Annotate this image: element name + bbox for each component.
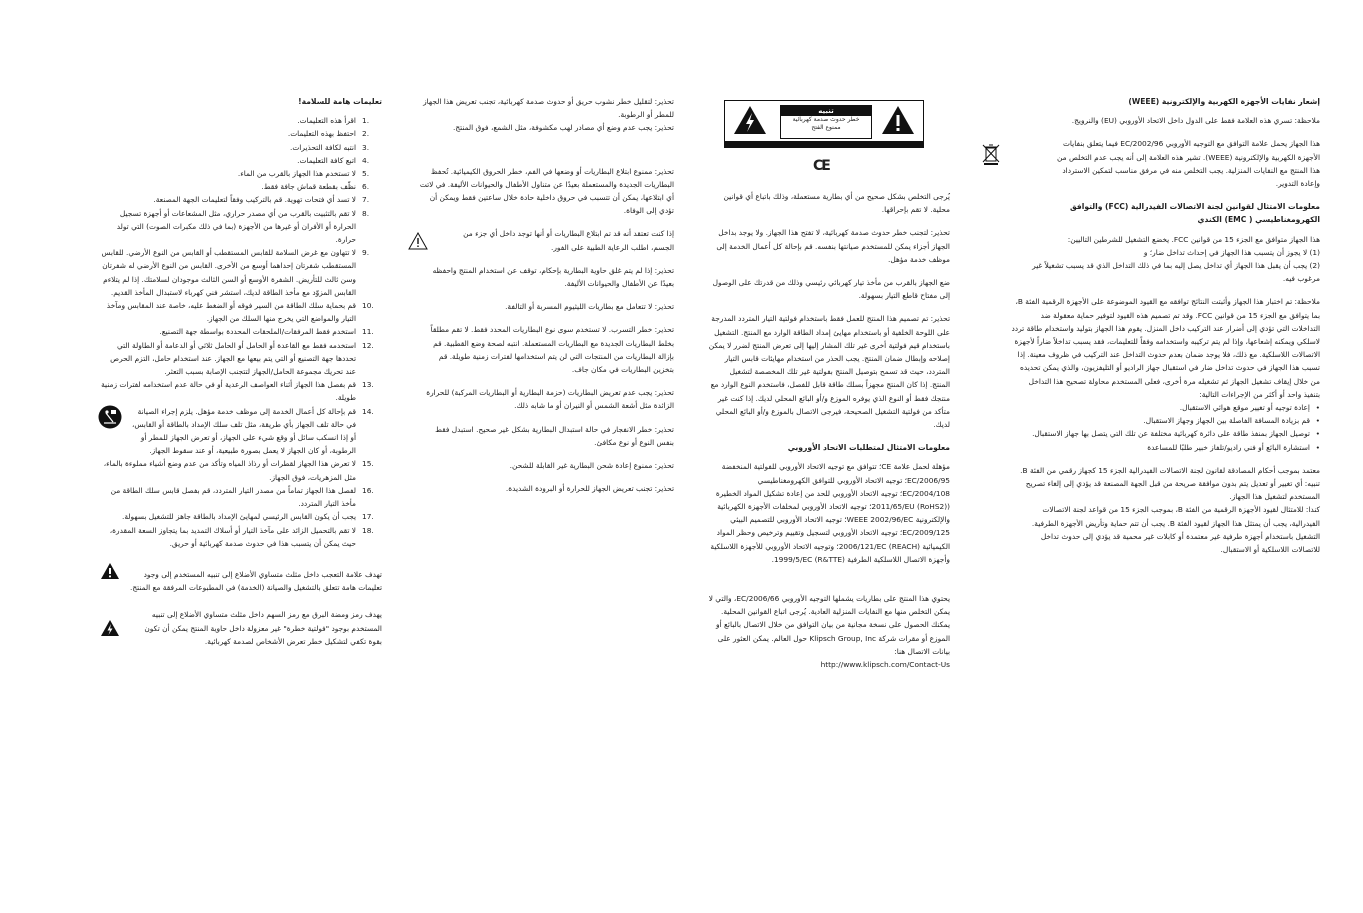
- disposal-eu-column: [708, 190, 950, 671]
- safety-item: 5. لا تستخدم هذا الجهاز بالقرب من الماء.: [237, 169, 370, 179]
- temperature-warning: تحذير: تجنب تعريض الجهاز للحرارة أو البرودة الشديدة.: [505, 484, 674, 494]
- compartment-warning: تحذير: إذا لم يتم غلق حاوية البطارية بإحكام، توقف عن استخدام المنتج واحفظه بعيدًا عن الأطفال والحيوانات الأليفة.: [432, 265, 674, 289]
- cart-tip-over-icon: [98, 405, 122, 429]
- safety-item: 13. قم بفصل هذا الجهاز أثناء العواصف الرعدية أو في حالة عدم استخدامه لفترات زمنية طويلة.: [101, 380, 374, 403]
- safety-item: 17. يجب أن يكون القابس الرئيسي لمهايئ الإمداد بالطاقة جاهز للتشغيل بسهولة.: [121, 512, 374, 522]
- battery-warnings-column: [418, 95, 674, 505]
- fcc-certified: معتمد بموجب أحكام المصادقة لقانون لجنة الاتصالات الفيدرالية الجزء 15 كجهاز رقمي من الفئة B.: [1020, 465, 1320, 475]
- battery-directive-text: يحتوي هذا المنتج على بطاريات يشملها التوجيه الأوروبي EC/2006/66، والتي لا يمكن التخلص منها مع النفايات المنزلية العادية. يُرجى اتباع القوانين المحلية. يمكنك الحصول على نسخة مجانية من بيان التوافق من خلال الاتصال بالبائع أو الموزع أو مقرات شركة Klipsch Group, Inc حول العالم. يمكن العثور على بيانات الاتصال هنا:: [708, 594, 950, 656]
- warning-title: تنبيه: [781, 106, 871, 116]
- crossed-bin-icon: [982, 143, 1000, 165]
- safety-item: 16. لفصل هذا الجهاز تماماً من مصدر التيار المتردد، قم بفصل قابس سلك الطاقة من مأخذ التيار المتردد.: [110, 485, 374, 509]
- exclamation-triangle-icon: [881, 105, 915, 135]
- safety-list: [100, 114, 382, 550]
- fcc-bullet: • استشارة البائع أو فني راديو/تلفاز خبير طلبًا للمساعدة: [1010, 441, 1320, 454]
- lightning-note: يهدف رمز ومضة البرق مع رمز السهم داخل مثلث متساوي الأضلاع إلى تنبيه المستخدم بوجود "فولتية خطرة" غير معزولة داخل حاوية المنتج يمكن أن تكون بقوة تكفي لتشكيل خطر تعرض الأشخاص لصدمة كهربائية.: [144, 610, 382, 646]
- fcc-bullet: • إعادة توجيه أو تغيير موقع هوائي الاستقبال.: [1010, 401, 1320, 414]
- safety-item: 1. اقرأ هذه التعليمات.: [297, 116, 370, 126]
- safety-item: 15. لا تعرض هذا الجهاز لقطرات أو رذاذ المياه وتأكد من عدم وضع أشياء مملوءة بالماء، مثل المزهريات، فوق الجهاز.: [103, 459, 374, 482]
- safety-item: 9. لا تتهاون مع غرض السلامة للقابس المستقطب أو القابس من النوع الأرضي. للقابس المستقطب شفرتان إحداهما أوسع من الأخرى. القابس من النوع الأرضي له شفرتان وسن ثالث للتأريض. الشفرة الأوسع أو السن الثالث موجودان لسلامتك. إذا لم يتلاءم القابس المزوّد مع مأخذ الطاقة لديك، استشر فني كهرباء لاستبدال المأخذ القديم.: [101, 248, 370, 297]
- fcc-caution: تنبيه: أي تغيير أو تعديل يتم بدون موافقة صريحة من قبل الجهة المصنعة قد يؤدي إلى إلغاء تصريح المستخدم لتشغيل هذا الجهاز.: [1025, 479, 1320, 502]
- fcc-note: ملاحظة: تم اختبار هذا الجهاز وأثبتت النتائج توافقه مع القيود الموضوعة على الأجهزة الرقمية الفئة B، بما يتوافق مع الجزء 15 من قوانين FCC. وقد تم تصميم هذه القيود لتوفير حماية معقولة ضد التداخلات التي تؤدي إلى أضرار عند التركيب داخل المنزل. يقوم هذا الجهاز بتوليد واستخدام طاقة تردد لاسلكي ويمكنه إشعاعها، وإذا لم يتم تركيبه واستخدامه وفقاً للتعليمات، فقد يسبب تداخلاً ضاراً لأجهزة الاتصالات اللاسلكية. مع ذلك، فلا يوجد ضمان بعدم حدوث التداخل عند التركيب في ظروف معينة. إذا تسبب هذا الجهاز في حدوث تداخل ضار في استقبال جهاز الراديو أو التليفزيون، والذي يمكن تحديده من خلال إيقاف تشغيل الجهاز ثم تشغيله مرة أخرى، فعلى المستخدم محاولة تصحيح هذا التداخل بتنفيذ واحد أو أكثر من الإجراءات التالية:: [1011, 297, 1320, 399]
- safety-item: 18. لا تقم بالتحميل الزائد على مآخذ التيار أو أسلاك التمديد بما يتجاوز السعة المقدرة، حيث يمكن أن يتسبب هذا في حدوث صدمة كهربائية أو حريق.: [109, 525, 374, 548]
- contact-url[interactable]: http://www.klipsch.com/Contact-Us: [820, 660, 950, 670]
- safety-item: 2. احتفظ بهذه التعليمات.: [287, 129, 370, 139]
- voltage-warning-text: تحذير: تم تصميم هذا المنتج للعمل فقط باستخدام فولتية التيار المتردد المدرجة على اللوحة الخلفية أو باستخدام مهايئ إمداد الطاقة الوارد مع المنتج. التشغيل باستخدام قيم فولتية أخرى غير تلك المشار إليها إلى تعرض المنتج لضرر لا يمكن إصلاحه وإبطال ضمان المنتج. يجب الحذر من استخدام مهايئات قابس التيار المتردد، حيث قد تسمح بتوصيل المنتج بفولتية غير تلك المخصصة لتشغيل المنتج. إذا كان المنتج مجهزاً بسلك طاقة قابل للفصل، فاستخدم النوع الوارد مع منتجك فقط أو النوع الذي يوفره الموزع و/أو البائع المحلي لديك. إذا كنت غير متأكد من فولتية التشغيل الصحيحة، فيرجى الاتصال بالموزع و/أو البائع المحلي لديك.: [708, 314, 950, 430]
- safety-item: 8. لا تقم بالتثبيت بالقرب من أي مصدر حراري، مثل المشعاعات أو أجهزة تسجيل الحرارة أو الأفران أو غيرها من الأجهزة (بما في ذلك مكبرات الصوت) التي تولد حرارة.: [116, 208, 370, 245]
- lithium-warning: تحذير: لا تتعامل مع بطاريات الليثيوم المسربة أو التالفة.: [505, 302, 674, 312]
- ingest-warning: تحذير: ممنوع ابتلاع البطاريات أو وضعها في الفم، خطر الحروق الكيميائية. تُحفظ البطاريات الجديدة والمستعملة بعيدًا عن متناول الأطفال والحيوانات الأليفة. في لاتت أي ابتلاعها، يمكن أن تتسبب في حروق داخلية حادة خلال ساعتين فقط ويمكن أن تؤدي إلى الوفاة.: [419, 166, 674, 216]
- warning-line-2: ممنوع الفتح: [811, 124, 841, 131]
- caution-triangle-icon: [408, 232, 428, 250]
- safety-title: تعليمات هامة للسلامة!: [298, 97, 382, 106]
- fcc-text-1: هذا الجهاز متوافق مع الجزء 15 من قوانين FCC. يخضع التشغيل للشرطين التاليين:: [1067, 234, 1320, 244]
- lightning-triangle-icon: [733, 105, 767, 135]
- explosion-warning: تحذير: خطر الانفجار في حالة استبدال البطارية بشكل غير صحيح. استبدل فقط بنفس النوع أو نوع مكافئ.: [435, 424, 674, 447]
- weee-text: هذا الجهاز يحمل علامة التوافق مع التوجيه الأوروبي EC/2002/96 فيما يتعلق بنفايات الأجهزة الكهربية والإلكترونية (WEEE). تشير هذه العلامة إلى أنه يجب عدم التخلص من هذا المنتج مع النفايات المنزلية. يجب التخلص منه في مرفق مناسب لتمكين الاسترداد وإعادة التدوير.: [1057, 139, 1320, 189]
- warning-label: [780, 105, 872, 139]
- fcc-text-3: (2) يجب أن يقبل هذا الجهاز أي تداخل يصل إليه بما في ذلك التداخل الذي قد يسبب تشغيلاً غير مرغوب فيه.: [1032, 261, 1320, 284]
- safety-item: 12. استخدمه فقط مع القاعدة أو الحامل أو الحامل ثلاثي أو الدعامة أو الطاولة التي تحددها جهة التصنيع أو التي يتم بيعها مع الجهاز. عند استخدام حامل، التزم الحرص عند تحريك مجموعة الحامل/الجهاز لتتجنب الإصابة بسبب التعثر.: [110, 340, 374, 377]
- exclamation-triangle-small-icon: [100, 562, 120, 580]
- weee-note: ملاحظة: تسري هذه العلامة فقط على الدول داخل الاتحاد الأوروبي (EU) والنرويج.: [1071, 116, 1320, 126]
- heat-warning: تحذير: يجب عدم تعريض البطاريات (حزمة البطارية أو البطاريات المركبة) للحرارة الزائدة مثل أشعة الشمس أو النيران أو ما شابه ذلك.: [426, 388, 674, 411]
- fcc-title: معلومات الامتثال لقوانين لجنة الاتصالات الفيدرالية (FCC) والتوافق الكهرومغناطيسي ( EMC) الكندي: [1069, 202, 1320, 225]
- warning-band: [725, 141, 923, 147]
- recharge-warning: تحذير: ممنوع إعادة شحن البطارية غير القابلة للشحن.: [509, 461, 674, 471]
- lightning-triangle-small-icon: [100, 619, 120, 637]
- shock-warning-box: [724, 100, 924, 148]
- flame-warning: تحذير: يجب عدم وضع أي مصادر لهب مكشوفة، مثل الشمع، فوق المنتج.: [453, 123, 674, 133]
- weee-fcc-column: [1010, 95, 1320, 566]
- safety-item: 3. انتبه لكافة التحذيرات.: [290, 142, 370, 152]
- shock-warning-text: تحذير: لتجنب خطر حدوث صدمة كهربائية، لا تفتح هذا الجهاز. ولا يوجد بداخل الجهاز أجزاء يمكن للمستخدم صيانتها بنفسه. قم بإحالة كل أعمال الخدمة إلى موظف خدمة مؤهل.: [716, 228, 950, 264]
- safety-item: 7. لا تسد أي فتحات تهوية. قم بالتركيب وفقاً لتعليمات الجهة المصنعة.: [153, 195, 370, 205]
- fcc-text-2: (1) لا يجوز أن يتسبب هذا الجهاز في إحداث تداخل ضار؛ و: [1143, 247, 1320, 257]
- fcc-bullet: • قم بزيادة المسافة الفاصلة بين الجهاز وجهاز الاستقبال.: [1010, 414, 1320, 427]
- warning-line-1: خطر حدوث صدمة كهربائية: [792, 116, 860, 123]
- fcc-bullet: • توصيل الجهاز بمنفذ طاقة على دائرة كهربائية مختلفة عن تلك التي يتصل بها جهاز الاستقبال.: [1010, 427, 1320, 440]
- eu-compliance-text: مؤهلة لحمل علامة CE؛ تتوافق مع توجيه الاتحاد الأوروبي للفولتية المنخفضة EC/2006/95؛ توجيه الاتحاد الأوروبي للتوافق الكهرومغناطيسي 2004/108/EC؛ توجيه الاتحاد الأوروبي للحد من إعادة تشكيل المواد الخطيرة ((RoHS2) 2011/65/EU؛ توجيه الاتحاد الأوروبي لمخلفات الأجهزة الكهربائية والإلكترونية WEEE 2002/96/EC؛ توجيه الاتحاد الأوروبي للتصميم البيئي EC/2009/125؛ توجيه الاتحاد الأوروبي لتسجيل وتقييم وترخيص وحظر المواد الكيميائية (REACH) 2006/121/EC؛ وتوجيه الاتحاد الأوروبي للأجهزة اللاسلكية وأجهزة الاتصال اللاسلكية الطرفية (R&TTE) 1999/5/EC.: [710, 462, 950, 564]
- weee-title: إشعار نفايات الأجهزة الكهربية والإلكترونية (WEEE): [1128, 97, 1320, 106]
- leak-warning: تحذير: خطر التسرب. لا تستخدم سوى نوع البطاريات المحدد فقط. لا تقم مطلقاً بخلط البطاريات الجديدة مع البطاريات المستعملة. انتبه لصحة وضع القطبية. قم بإزالة البطاريات من المنتجات التي لن يتم استخدامها لفترات زمنية طويلة. قم بتخزين البطاريات في مكان جاف.: [430, 325, 674, 375]
- eu-compliance-title: معلومات الامتثال لمتطلبات الاتحاد الأوروبي: [787, 443, 950, 453]
- safety-item: 4. اتبع كافة التعليمات.: [297, 155, 370, 165]
- safety-item: 6. نظّف بقطعة قماش جافة فقط.: [261, 182, 370, 192]
- safety-column: [100, 95, 382, 658]
- safety-item: 11. استخدم فقط المرفقات/الملحقات المحددة بواسطة جهة التصنيع.: [159, 327, 374, 337]
- safety-item: 10. قم بحماية سلك الطاقة من السير فوقه أو الضغط عليه، خاصة عند المقابس ومآخذ التيار والمواضع التي يخرج منها السلك من الجهاز.: [106, 301, 374, 324]
- rain-warning: تحذير: لتقليل خطر نشوب حريق أو حدوث صدمة كهربائية، تجنب تعريض هذا الجهاز للمطر أو الرطوبة.: [423, 97, 674, 120]
- safety-item: 14. قم بإحالة كل أعمال الخدمة إلى موظف خدمة مؤهل. يلزم إجراء الصيانة في حالة تلف الجهاز بأي طريقة، مثل تلف سلك الإمداد بالطاقة أو القابس، أو إذا انسكب سائل أو وقع شيء على الجهاز، أو تعرض الجهاز للمطر أو الرطوبة، أو كان الجهاز لا يعمل بصورة طبيعية، أو عند سقوط الجهاز.: [132, 406, 374, 456]
- battery-disposal-text: يُرجى التخلص بشكل صحيح من أي بطارية مستعملة، وذلك باتباع أي قوانين محلية. لا تقم بإحراقها.: [723, 192, 950, 215]
- ce-mark: CE: [813, 158, 829, 174]
- ingest-medical: إذا كنت تعتقد أنه قد تم ابتلاع البطاريات أو أنها توجد داخل أي جزء من الجسم، اطلب الرعاية الطبية على الفور.: [463, 229, 674, 252]
- fcc-canada: كندا: للامتثال لقيود الأجهزة الرقمية من الفئة B، بموجب الجزء 15 من قواعد لجنة الاتصالات الفيدرالية، يجب أن يمتثل هذا الجهاز لقيود الفئة B. يجب أن تتم حماية وتأريض الأجهزة الطرفية. التشغيل باستخدام أجهزة طرفية غير معتمدة أو كابلات غير محمية قد يؤدي إلى حدوث تداخل للاتصالات اللاسلكية أو الاستقبال.: [1031, 505, 1320, 555]
- mains-placement-text: ضع الجهاز بالقرب من مأخذ تيار كهربائي رئيسي وذلك من قدرتك على الوصول إلى مفتاح قاطع التيار بسهولة.: [712, 278, 950, 301]
- fcc-bullets: [1010, 401, 1320, 454]
- exclamation-note: تهدف علامة التعجب داخل مثلث متساوي الأضلاع إلى تنبيه المستخدم إلى وجود تعليمات هامة تتعلق بالتشغيل والصيانة (الخدمة) في المطبوعات المرفقة مع المنتج.: [130, 569, 382, 593]
